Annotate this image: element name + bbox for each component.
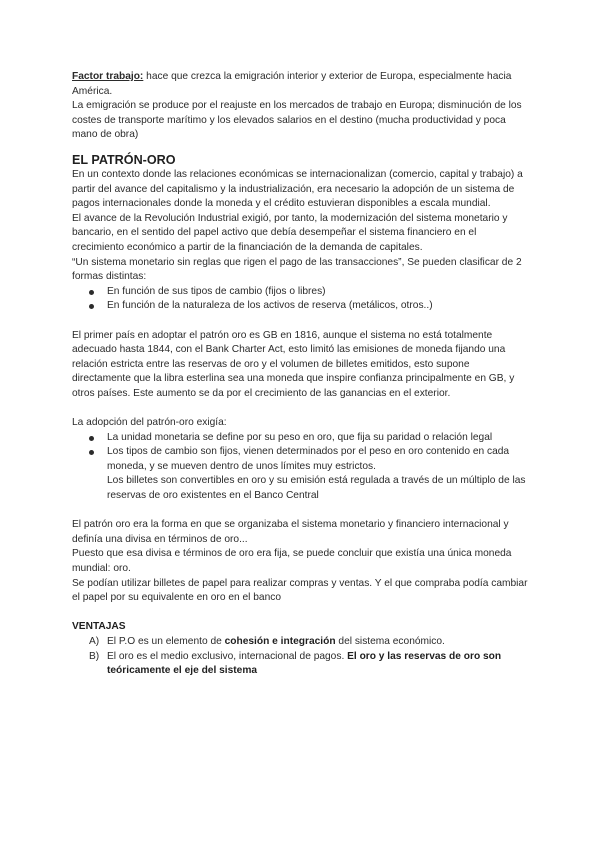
bullet-icon: [89, 304, 94, 309]
contexto-paragraph: En un contexto donde las relaciones económicas se internacionalizan (comercio, capital y trabajo) a partir del avance del capitalismo y la industrialización, era necesario la adopción de un sistema de pagos internacionales donde la moneda y el crédito estuvieran disponibles a escala mundial.: [72, 168, 523, 210]
factor-trabajo-text: hace que crezca la emigración interior y exterior de Europa, especialmente hacia América.: [72, 71, 512, 97]
revolucion-paragraph: El avance de la Revolución Industrial exigió, por tanto, la modernización del sistema monetario y bancario, en el sentido del papel activo que debía desempeñar el sistema financiero en el crecimiento económico a partir de la financiación de la demanda de capitales.: [72, 212, 508, 253]
list-item-bold: cohesión e integración: [224, 635, 336, 647]
billetes-continuation: Los billetes son convertibles en oro y su emisión está regulada a través de un múltiplo de las reservas de oro existentes en el Banco Central: [107, 475, 526, 502]
requisitos-list: [72, 431, 530, 475]
list-item: [72, 285, 530, 300]
list-item: [72, 635, 530, 650]
spacer: [72, 401, 530, 416]
list-item: [72, 299, 530, 314]
ventajas-list: [72, 635, 530, 679]
list-item-text: El oro es el medio exclusivo, internacional de pagos.: [107, 650, 348, 662]
list-item-text: Los tipos de cambio son fijos, vienen determinados por el peso en oro contenido en cada moneda, y se mueven dentro de unos límites muy estrictos.: [107, 446, 510, 472]
section-title-patron-oro: EL PATRÓN-ORO: [72, 152, 176, 167]
bullet-icon: [89, 436, 94, 441]
organizacion-paragraph: El patrón oro era la forma en que se organizaba el sistema monetario y financiero internacional y definía una divisa en términos de oro...: [72, 519, 509, 545]
list-item-text: En función de la naturaleza de los activos de reserva (metálicos, otros..): [107, 300, 433, 312]
spacer: [72, 606, 530, 621]
primer-pais-paragraph: El primer país en adoptar el patrón oro es GB en 1816, aunque el sistema no está totalmente adecuado hasta 1844, con el Bank Charter Act, esto limitó las emisiones de moneda fijando una relación estricta entre las reservas de oro y el volumen de billetes emitidos, esto supone directamente que la libra esterlina sea una moneda que inspire confianza principalmente en GB, y otros países. Este aumento se da por el crecimiento de las ganancias en el exterior.: [72, 329, 515, 399]
list-item-bold: El oro y las reservas de oro son teóricamente el eje del sistema: [107, 650, 502, 677]
list-item-text: El P.O es un elemento de: [107, 635, 225, 647]
divisa-paragraph: Puesto que esa divisa e términos de oro era fija, se puede concluir que existía una única moneda mundial: oro.: [72, 548, 512, 574]
factor-trabajo-label: Factor trabajo:: [72, 71, 144, 82]
section-title-ventajas: VENTAJAS: [72, 621, 126, 633]
spacer: [72, 504, 530, 519]
list-marker: B): [89, 650, 100, 662]
factor-trabajo-paragraph: [72, 70, 530, 99]
list-marker: A): [89, 635, 100, 647]
list-item: [72, 445, 530, 474]
bullet-icon: [89, 450, 94, 455]
adopcion-paragraph: La adopción del patrón-oro exigía:: [72, 417, 227, 429]
billetes-paragraph: Se podían utilizar billetes de papel para realizar compras y ventas. Y el que compraba podía cambiar el papel por su equivalente en oro en el banco: [72, 577, 528, 604]
clasificacion-list: [72, 285, 530, 314]
bullet-icon: [89, 290, 94, 295]
document-page: [72, 70, 530, 679]
sistema-monetario-paragraph: “Un sistema monetario sin reglas que rigen el pago de las transacciones”, Se pueden clasificar de 2 formas distintas:: [72, 256, 522, 283]
list-item: [72, 650, 530, 679]
list-item-text: del sistema económico.: [335, 635, 445, 647]
emigracion-paragraph: La emigración se produce por el reajuste en los mercados de trabajo en Europa; disminución de los costes de transporte marítimo y los elevados salarios en el destino (mucha productividad y poca mano de obra): [72, 100, 522, 141]
list-item-text: En función de sus tipos de cambio (fijos o libres): [107, 285, 326, 297]
list-item: [72, 431, 530, 446]
list-item-text: La unidad monetaria se define por su peso en oro, que fija su paridad o relación legal: [107, 431, 493, 443]
spacer: [72, 314, 530, 329]
